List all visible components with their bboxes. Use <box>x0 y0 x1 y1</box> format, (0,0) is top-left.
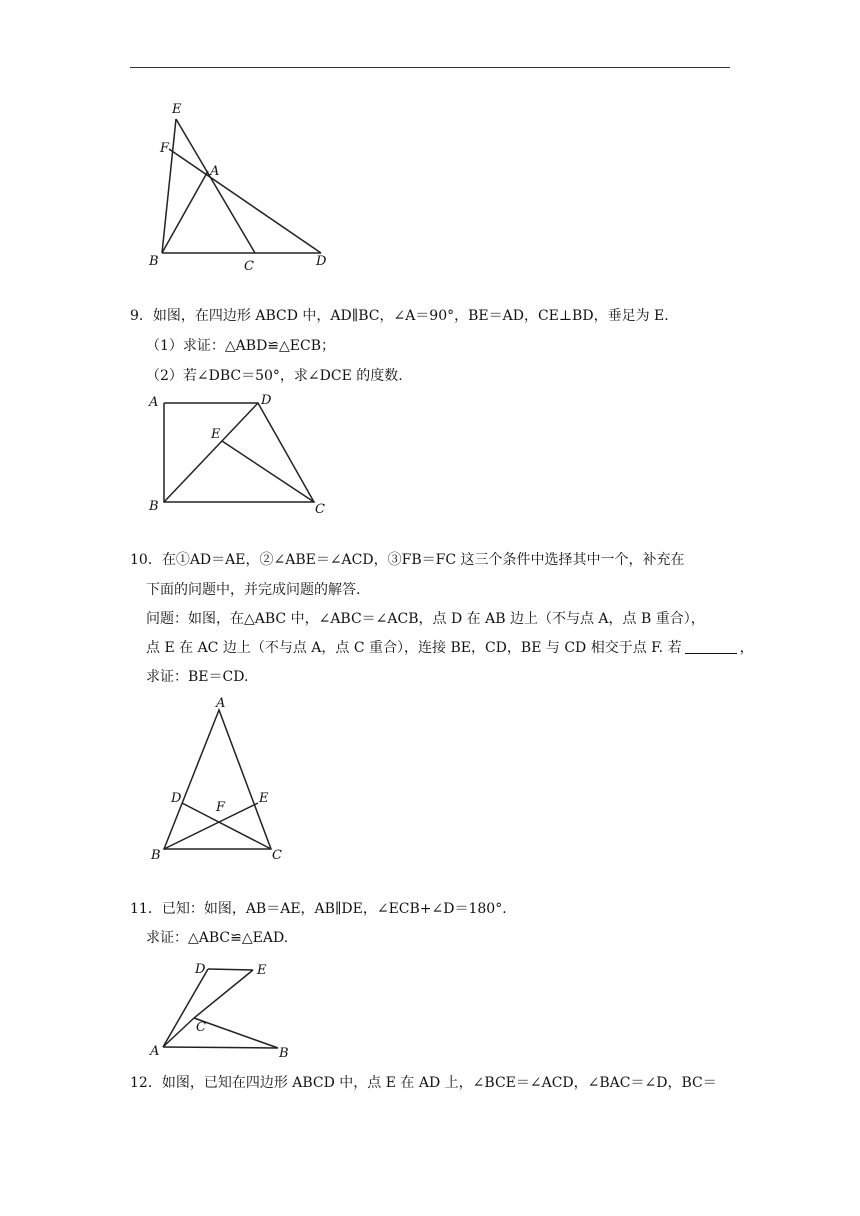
q10-line4 <box>146 638 754 658</box>
header-rule <box>130 67 730 68</box>
q10-line1: 10．在①AD＝AE，②∠ABE＝∠ACD，③FB＝FC 这三个条件中选择其中一个，补充在 <box>130 552 685 568</box>
q10-line2: 下面的问题中，并完成问题的解答. <box>146 582 361 598</box>
q10-label-f: F <box>216 800 226 815</box>
q12-line1: 12．如图，已知在四边形 ABCD 中，点 E 在 AD 上，∠BCE＝∠ACD，∠BAC＝∠D，BC＝ <box>130 1075 717 1091</box>
q8-label-c: C <box>244 259 254 274</box>
q8-figure <box>140 95 340 275</box>
q11-figure <box>145 955 305 1065</box>
q10-line4-end: ， <box>739 640 754 656</box>
q9-label-e: E <box>211 427 221 442</box>
q10-line5: 求证：BE＝CD. <box>146 669 249 685</box>
q11-label-a: A <box>150 1044 160 1059</box>
q8-label-f: F <box>160 141 170 156</box>
q8-label-d: D <box>316 254 327 269</box>
q11-label-d: D <box>195 962 206 977</box>
q9-label-b: B <box>149 499 159 514</box>
q9-figure <box>140 390 350 520</box>
q8-label-e: E <box>172 102 182 117</box>
q10-line3: 问题：如图，在△ABC 中，∠ABC＝∠ACB，点 D 在 AB 边上（不与点 A，点 B 重合）， <box>146 611 705 627</box>
q10-figure <box>145 695 295 865</box>
q10-label-a: A <box>216 696 226 711</box>
q9-label-c: C <box>315 502 325 517</box>
q9-label-a: A <box>149 395 159 410</box>
q10-label-d: D <box>171 791 182 806</box>
q10-line4-text: 点 E 在 AC 边上（不与点 A，点 C 重合），连接 BE，CD，BE 与 CD 相交于点 F. 若 <box>146 640 682 656</box>
q11-line2: 求证：△ABC≌△EAD. <box>146 930 289 946</box>
q9-label-d: D <box>261 393 272 408</box>
q11-line1: 11．已知：如图，AB＝AE，AB∥DE，∠ECB+∠D＝180°. <box>130 901 507 917</box>
q9-part1: （1）求证：△ABD≌△ECB； <box>146 338 336 354</box>
q10-label-e: E <box>259 791 269 806</box>
q10-label-c: C <box>272 848 282 863</box>
q10-answer-blank[interactable] <box>685 639 737 654</box>
q8-label-a: A <box>210 164 220 179</box>
q11-label-b: B <box>279 1046 289 1061</box>
q11-label-c: C <box>196 1020 206 1035</box>
q11-label-e: E <box>257 963 267 978</box>
q9-stem: 9．如图，在四边形 ABCD 中，AD∥BC，∠A＝90°，BE＝AD，CE⊥BD，垂足为 E. <box>130 308 669 324</box>
q9-part2: （2）若∠DBC＝50°，求∠DCE 的度数. <box>146 368 403 384</box>
q10-label-b: B <box>151 848 161 863</box>
q8-label-b: B <box>149 254 159 269</box>
